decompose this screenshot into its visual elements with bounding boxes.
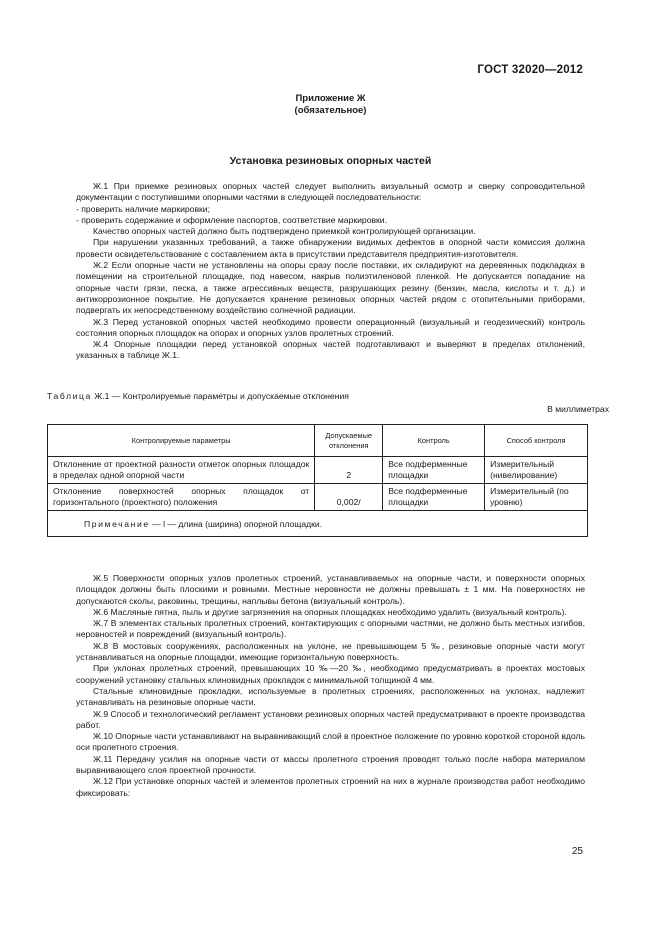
paragraph: При нарушении указанных требований, а также обнаружении видимых дефектов в опорной части комиссия должна провести освидетельствование с составлением акта в присутствии представителя предприятия-изготовителя. xyxy=(76,237,585,259)
body-text-top xyxy=(76,181,585,362)
paragraph: Ж.3 Перед установкой опорных частей необходимо провести операционный (визуальный и геодезический) контроль состояния опорных площадок на опорах и опорных узлов пролетных строений. xyxy=(76,316,585,338)
table-header-cell: Контролируемые параметры xyxy=(48,425,315,457)
table-units: В миллиметрах xyxy=(547,404,609,414)
paragraph: Ж.12 При установке опорных частей и элементов пролетных строений на них в журнале производства работ необходимо фиксировать: xyxy=(76,776,585,798)
parameters-table xyxy=(47,424,588,537)
table-note-row xyxy=(48,511,588,537)
table-header-cell: Допускаемые отклонения xyxy=(315,425,383,457)
paragraph: Ж.1 При приемке резиновых опорных частей следует выполнить визуальный осмотр и сверку сопроводительной документации с поступившими опорными частями в следующей последовательности: xyxy=(76,181,585,203)
paragraph: Ж.6 Масляные пятна, пыль и другие загрязнения на опорных площадках необходимо удалить (визуальный контроль). xyxy=(93,606,567,617)
table-cell: Измерительный (по уровню) xyxy=(485,484,588,511)
table-cell: Измерительный (нивелирование) xyxy=(485,457,588,484)
table-cell: Все подферменные площадки xyxy=(383,484,485,511)
table-header-cell: Контроль xyxy=(383,425,485,457)
list-item: - проверить содержание и оформление паспортов, соответствие маркировки. xyxy=(76,214,387,225)
paragraph: Ж.7 В элементах стальных пролетных строений, контактирующих с опорными частями, не должно быть местных изгибов, неровностей и повреждений (визуальный контроль). xyxy=(76,618,585,640)
table-header-row xyxy=(48,425,588,457)
paragraph: Ж.4 Опорные площадки перед установкой опорных частей подготавливают и выверяют в пределах отклонений, указанных в таблице Ж.1. xyxy=(76,339,585,361)
table-cell: 2 xyxy=(315,457,383,484)
paragraph: Ж.11 Передачу усилия на опорные части от массы пролетного строения проводят только после набора материалом выравнивающего слоя проектной прочности. xyxy=(76,753,585,776)
appendix-title: Приложение Ж xyxy=(295,93,366,104)
table-cell: 0,002/ xyxy=(315,484,383,511)
paragraph: Ж.10 Опорные части устанавливают на выравнивающий слой в проектное положение по уровню короткой стороной вдоль оси пролетного строения. xyxy=(76,731,585,753)
paragraph: Ж.9 Способ и технологический регламент установки резиновых опорных частей предусматривают в проекте производства работ. xyxy=(76,708,585,730)
paragraph: Ж.8 В мостовых сооружениях, расположенных на уклоне, не превышающем 5 ‰, резиновые опорные части могут устанавливаться на опорные площадки, имеющие горизонтальную поверхность. xyxy=(76,640,585,663)
appendix-heading xyxy=(0,93,661,117)
paragraph: При уклонах пролетных строений, превышающих 10 ‰—20 ‰, необходимо предусматривать в проектах мостовых сооружений установку стальных клиновидных прокладок с минимальной толщиной 4 мм. xyxy=(76,663,585,685)
table-header-cell: Способ контроля xyxy=(485,425,588,457)
document-code: ГОСТ 32020—2012 xyxy=(477,64,583,76)
body-text-bottom xyxy=(76,573,585,799)
table-row xyxy=(48,457,588,484)
list-item: - проверить наличие маркировки; xyxy=(76,203,210,214)
table-caption xyxy=(47,391,349,401)
table-note xyxy=(48,511,588,537)
table-row xyxy=(48,484,588,511)
paragraph: Ж.5 Поверхности опорных узлов пролетных строений, устанавливаемых на опорные части, и поверхности опорных площадок должны быть плоскими и ровными. Местные неровности не должны превышать ± 1 мм. На поверхностях не допускаются сколы, раковины, трещины, наплывы бетона (визуальный контроль). xyxy=(76,573,585,606)
paragraph: Качество опорных частей должно быть подтверждено приемкой контролирующей организации. xyxy=(93,226,476,237)
table-cell: Отклонение от проектной разности отметок опорных площадок в пределах одной опорной части xyxy=(48,457,315,484)
page-number: 25 xyxy=(571,846,583,857)
note-text: — l — длина (ширина) опорной площадки. xyxy=(152,519,323,529)
note-prefix: Примечание xyxy=(84,519,150,529)
paragraph: Стальные клиновидные прокладки, используемые в пролетных строениях, расположенных на уклонах, надлежит устанавливать на резиновые опорные части. xyxy=(76,685,585,708)
appendix-status: (обязательное) xyxy=(294,105,367,116)
table-caption-prefix: Таблица xyxy=(47,391,92,401)
table-cell: Все подферменные площадки xyxy=(383,457,485,484)
table-caption-text: Ж.1 — Контролируемые параметры и допускаемые отклонения xyxy=(94,391,349,401)
table-cell: Отклонение поверхностей опорных площадок от горизонтального (проектного) положения xyxy=(48,484,315,511)
section-title: Установка резиновых опорных частей xyxy=(229,155,432,167)
paragraph: Ж.2 Если опорные части не установлены на опоры сразу после поставки, их складируют на деревянных подкладках в помещении на строительной площадке, под навесом, накрыв полиэтиленовой пленкой. Не допускается попадание на опорные части грязи, песка, а также агрессивных веществ, разрушающих резину (бензин, масла, кислоты и т. д.) и антикоррозионное покрытие. Не допускается хранение резиновых опорных частей рядом с отопительными приборами, подвергать их непосредственному воздействию солнечной радиации. xyxy=(76,260,585,316)
